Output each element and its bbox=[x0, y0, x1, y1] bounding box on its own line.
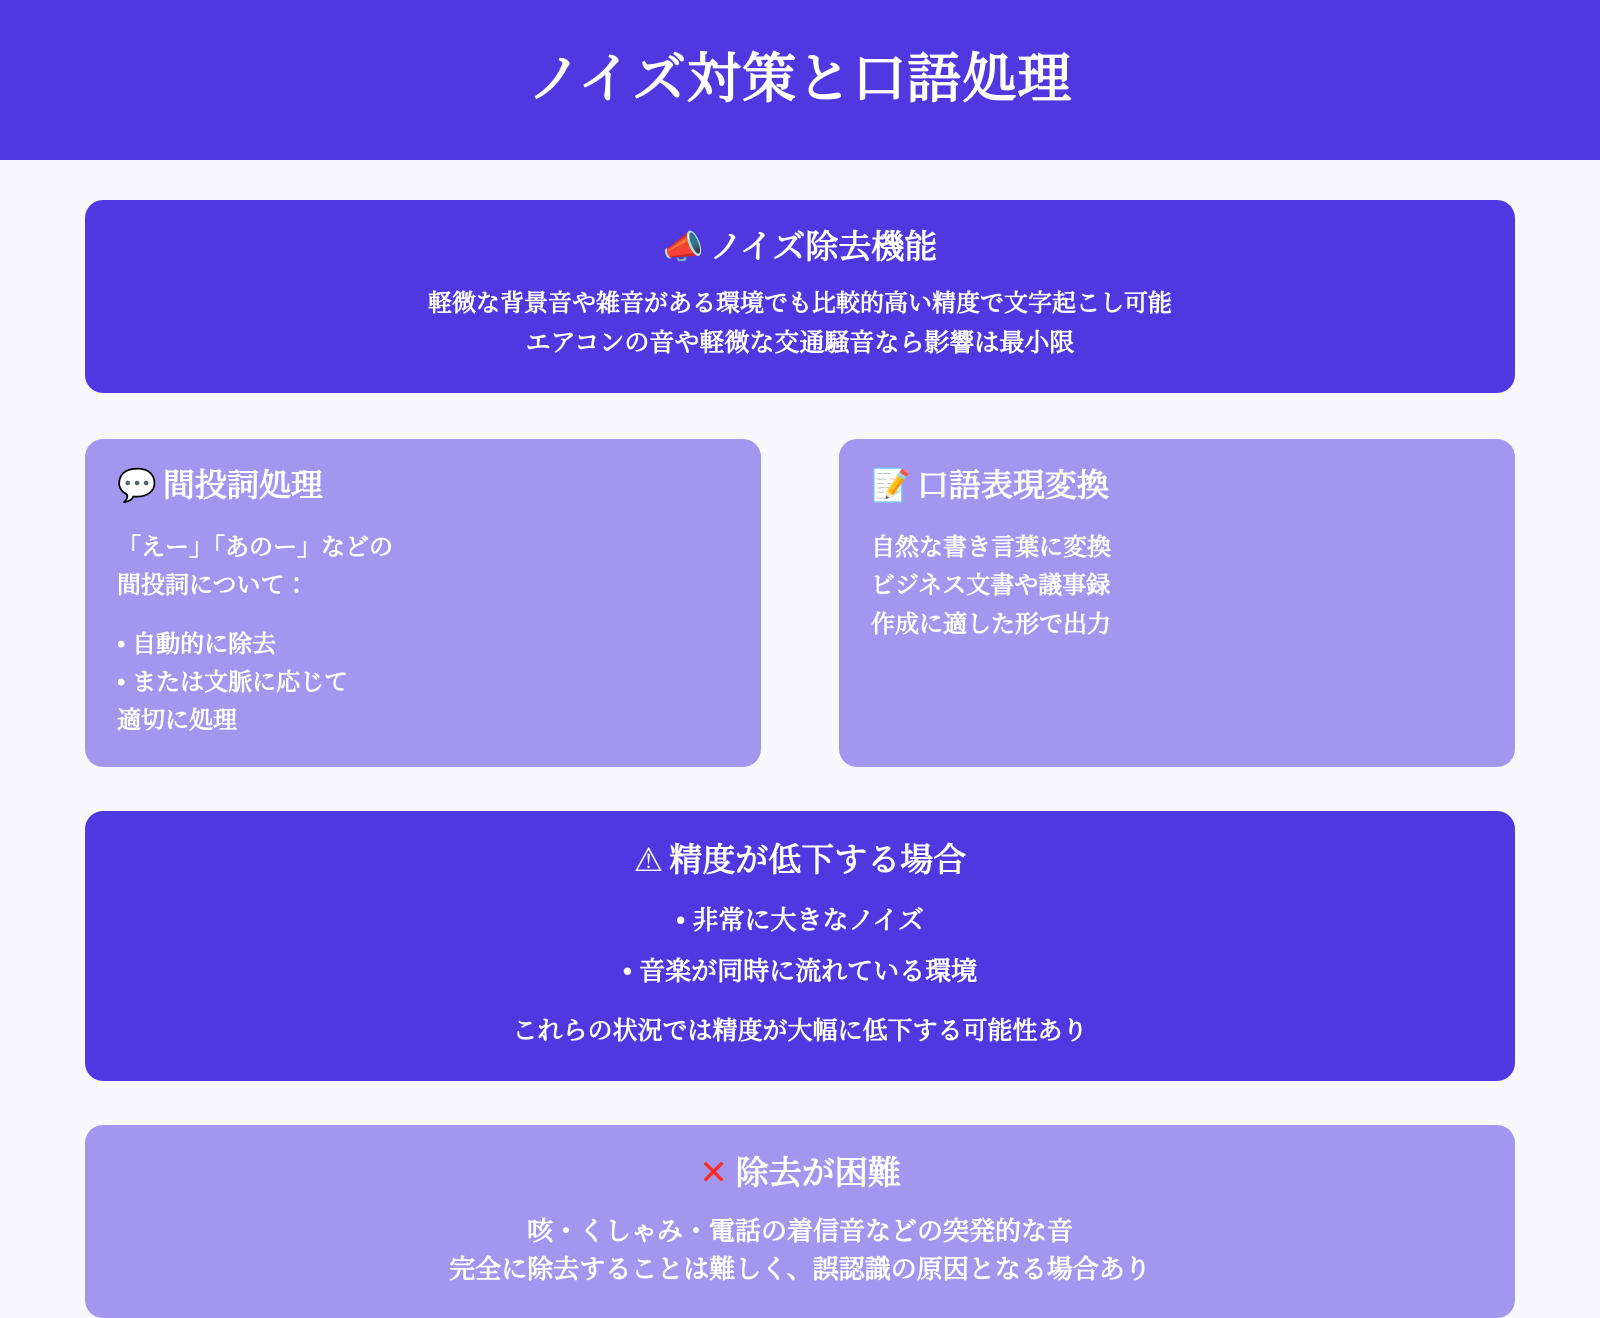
card-colloquial-conversion-title bbox=[871, 465, 1485, 507]
megaphone-icon: 📣 bbox=[662, 228, 704, 265]
card-difficult-line-1: 咳・くしゃみ・電話の着信音などの突発的な音 bbox=[526, 1216, 1073, 1247]
card-accuracy-drop-title-text: 精度が低下する場合 bbox=[669, 840, 967, 878]
card-filler-processing-title bbox=[117, 465, 731, 507]
card-accuracy-bullet-2: • 音楽が同時に流れている環境 bbox=[622, 956, 978, 987]
page-title: ノイズ対策と口語処理 bbox=[527, 49, 1073, 110]
speech-balloon-icon: 💬 bbox=[117, 467, 157, 504]
card-difficult-line-2: 完全に除去することは難しく、誤認識の原因となる場合あり bbox=[449, 1253, 1151, 1284]
card-accuracy-note: これらの状況では精度が大幅に低下する可能性あり bbox=[512, 1016, 1088, 1045]
memo-icon: 📝 bbox=[871, 467, 911, 504]
card-difficult-removal-title-text: 除去が困難 bbox=[735, 1153, 901, 1191]
warning-icon: ⚠ bbox=[633, 840, 664, 878]
card-noise-removal bbox=[85, 200, 1515, 393]
card-noise-removal-line-2: エアコンの音や軽微な交通騒音なら影響は最小限 bbox=[525, 329, 1075, 358]
card-filler-bullet-1: • 自動的に除去 bbox=[117, 630, 277, 658]
card-noise-removal-line-1: 軽微な背景音や雑音がある環境でも比較的高い精度で文字起こし可能 bbox=[428, 289, 1172, 317]
card-noise-removal-title-text: ノイズ除去機能 bbox=[709, 228, 938, 265]
card-colloquial-line-1: 自然な書き言葉に変換 bbox=[871, 533, 1111, 561]
page-header bbox=[0, 0, 1600, 160]
cross-mark-icon: ✕ bbox=[699, 1153, 728, 1192]
card-accuracy-bullet-1: • 非常に大きなノイズ bbox=[676, 904, 924, 935]
card-colloquial-conversion-title-text: 口語表現変換 bbox=[916, 467, 1109, 504]
content-area bbox=[0, 160, 1600, 1318]
card-colloquial-line-3: 作成に適した形で出力 bbox=[871, 610, 1111, 638]
card-accuracy-drop-title bbox=[119, 839, 1481, 882]
card-difficult-removal-title bbox=[119, 1151, 1481, 1195]
card-difficult-removal bbox=[85, 1125, 1515, 1318]
card-noise-removal-title bbox=[119, 226, 1481, 269]
card-filler-line-1: 「えー」「あのー」などの bbox=[117, 533, 393, 561]
card-filler-line-3: 適切に処理 bbox=[117, 707, 237, 735]
card-colloquial-conversion bbox=[839, 439, 1515, 767]
two-column-row bbox=[85, 439, 1515, 767]
card-accuracy-drop bbox=[85, 811, 1515, 1081]
card-colloquial-line-2: ビジネス文書や議事録 bbox=[871, 572, 1111, 600]
card-filler-processing bbox=[85, 439, 761, 767]
card-filler-line-2: 間投詞について： bbox=[117, 572, 309, 600]
card-filler-processing-title-text: 間投詞処理 bbox=[162, 467, 323, 504]
card-filler-bullet-2: • または文脈に応じて bbox=[117, 669, 349, 697]
